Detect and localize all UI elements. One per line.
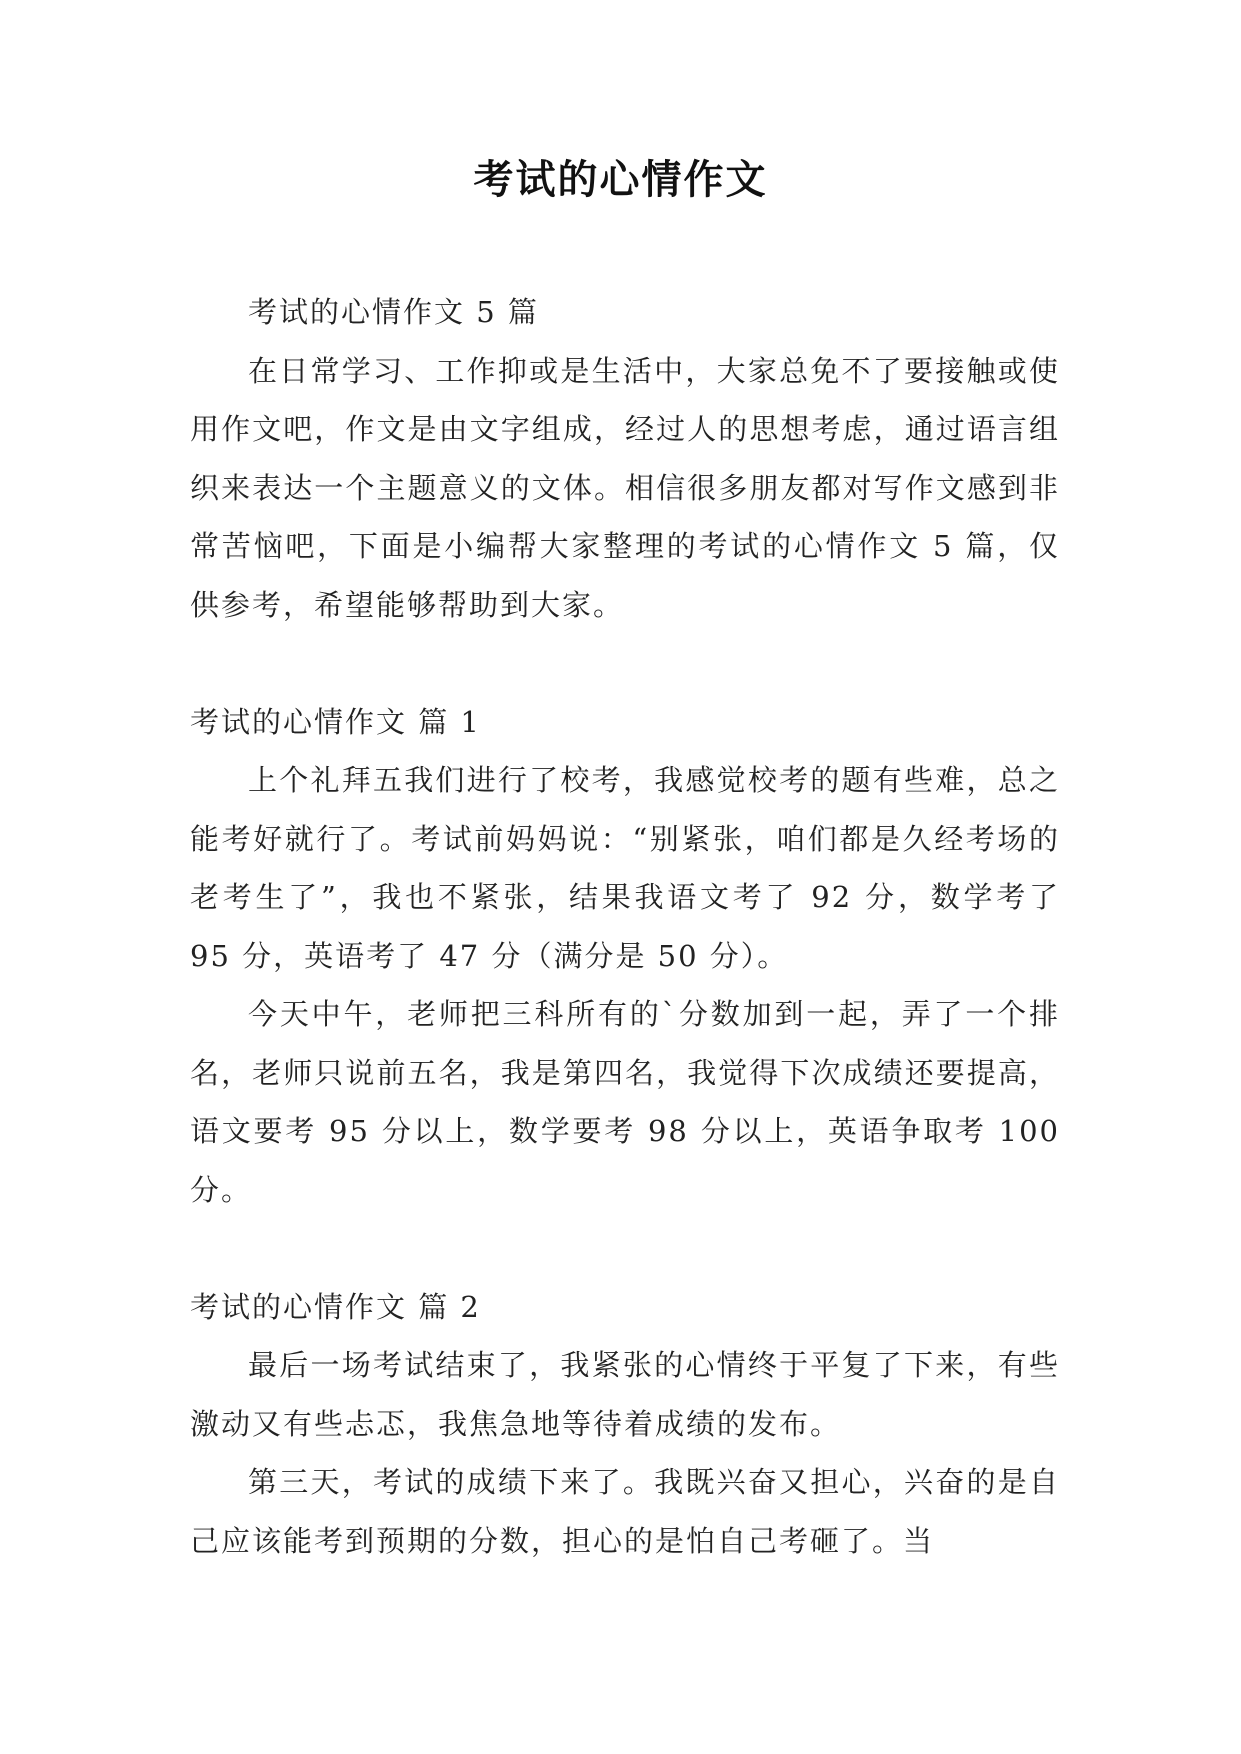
intro-heading: 考试的心情作文 5 篇 [248, 295, 539, 329]
section-1-paragraph-1: 上个礼拜五我们进行了校考，我感觉校考的题有些难，总之能考好就行了。考试前妈妈说：“别紧张，咱们都是久经考场的老考生了”，我也不紧张，结果我语文考了 92 分，数学考了 95 分，英语考了 47 分（满分是 50 分）。 [190, 763, 1060, 973]
section-spacer [190, 1219, 1060, 1278]
section-1-paragraph-2: 今天中午，老师把三科所有的`分数加到一起，弄了一个排名，老师只说前五名，我是第四名，我觉得下次成绩还要提高，语文要考 95 分以上，数学要考 98 分以上，英语争取考 100 分。 [190, 997, 1060, 1207]
section-2-paragraph-2: 第三天，考试的成绩下来了。我既兴奋又担心，兴奋的是自己应该能考到预期的分数，担心的是怕自己考砸了。当 [190, 1465, 1060, 1558]
section-2-paragraph-1: 最后一场考试结束了，我紧张的心情终于平复了下来，有些激动又有些忐忑，我焦急地等待着成绩的发布。 [190, 1348, 1060, 1441]
page-title: 考试的心情作文 [473, 156, 768, 203]
section-heading-1: 考试的心情作文 篇 1 [190, 704, 481, 739]
section-spacer [190, 634, 1060, 693]
section-heading-2: 考试的心情作文 篇 2 [190, 1289, 481, 1324]
intro-paragraph: 在日常学习、工作抑或是生活中，大家总免不了要接触或使用作文吧，作文是由文字组成，经过人的思想考虑，通过语言组织来表达一个主题意义的文体。相信很多朋友都对写作文感到非常苦恼吧，下面是小编帮大家整理的考试的心情作文 5 篇，仅供参考，希望能够帮助到大家。 [190, 353, 1060, 622]
document-body [190, 283, 1060, 1570]
